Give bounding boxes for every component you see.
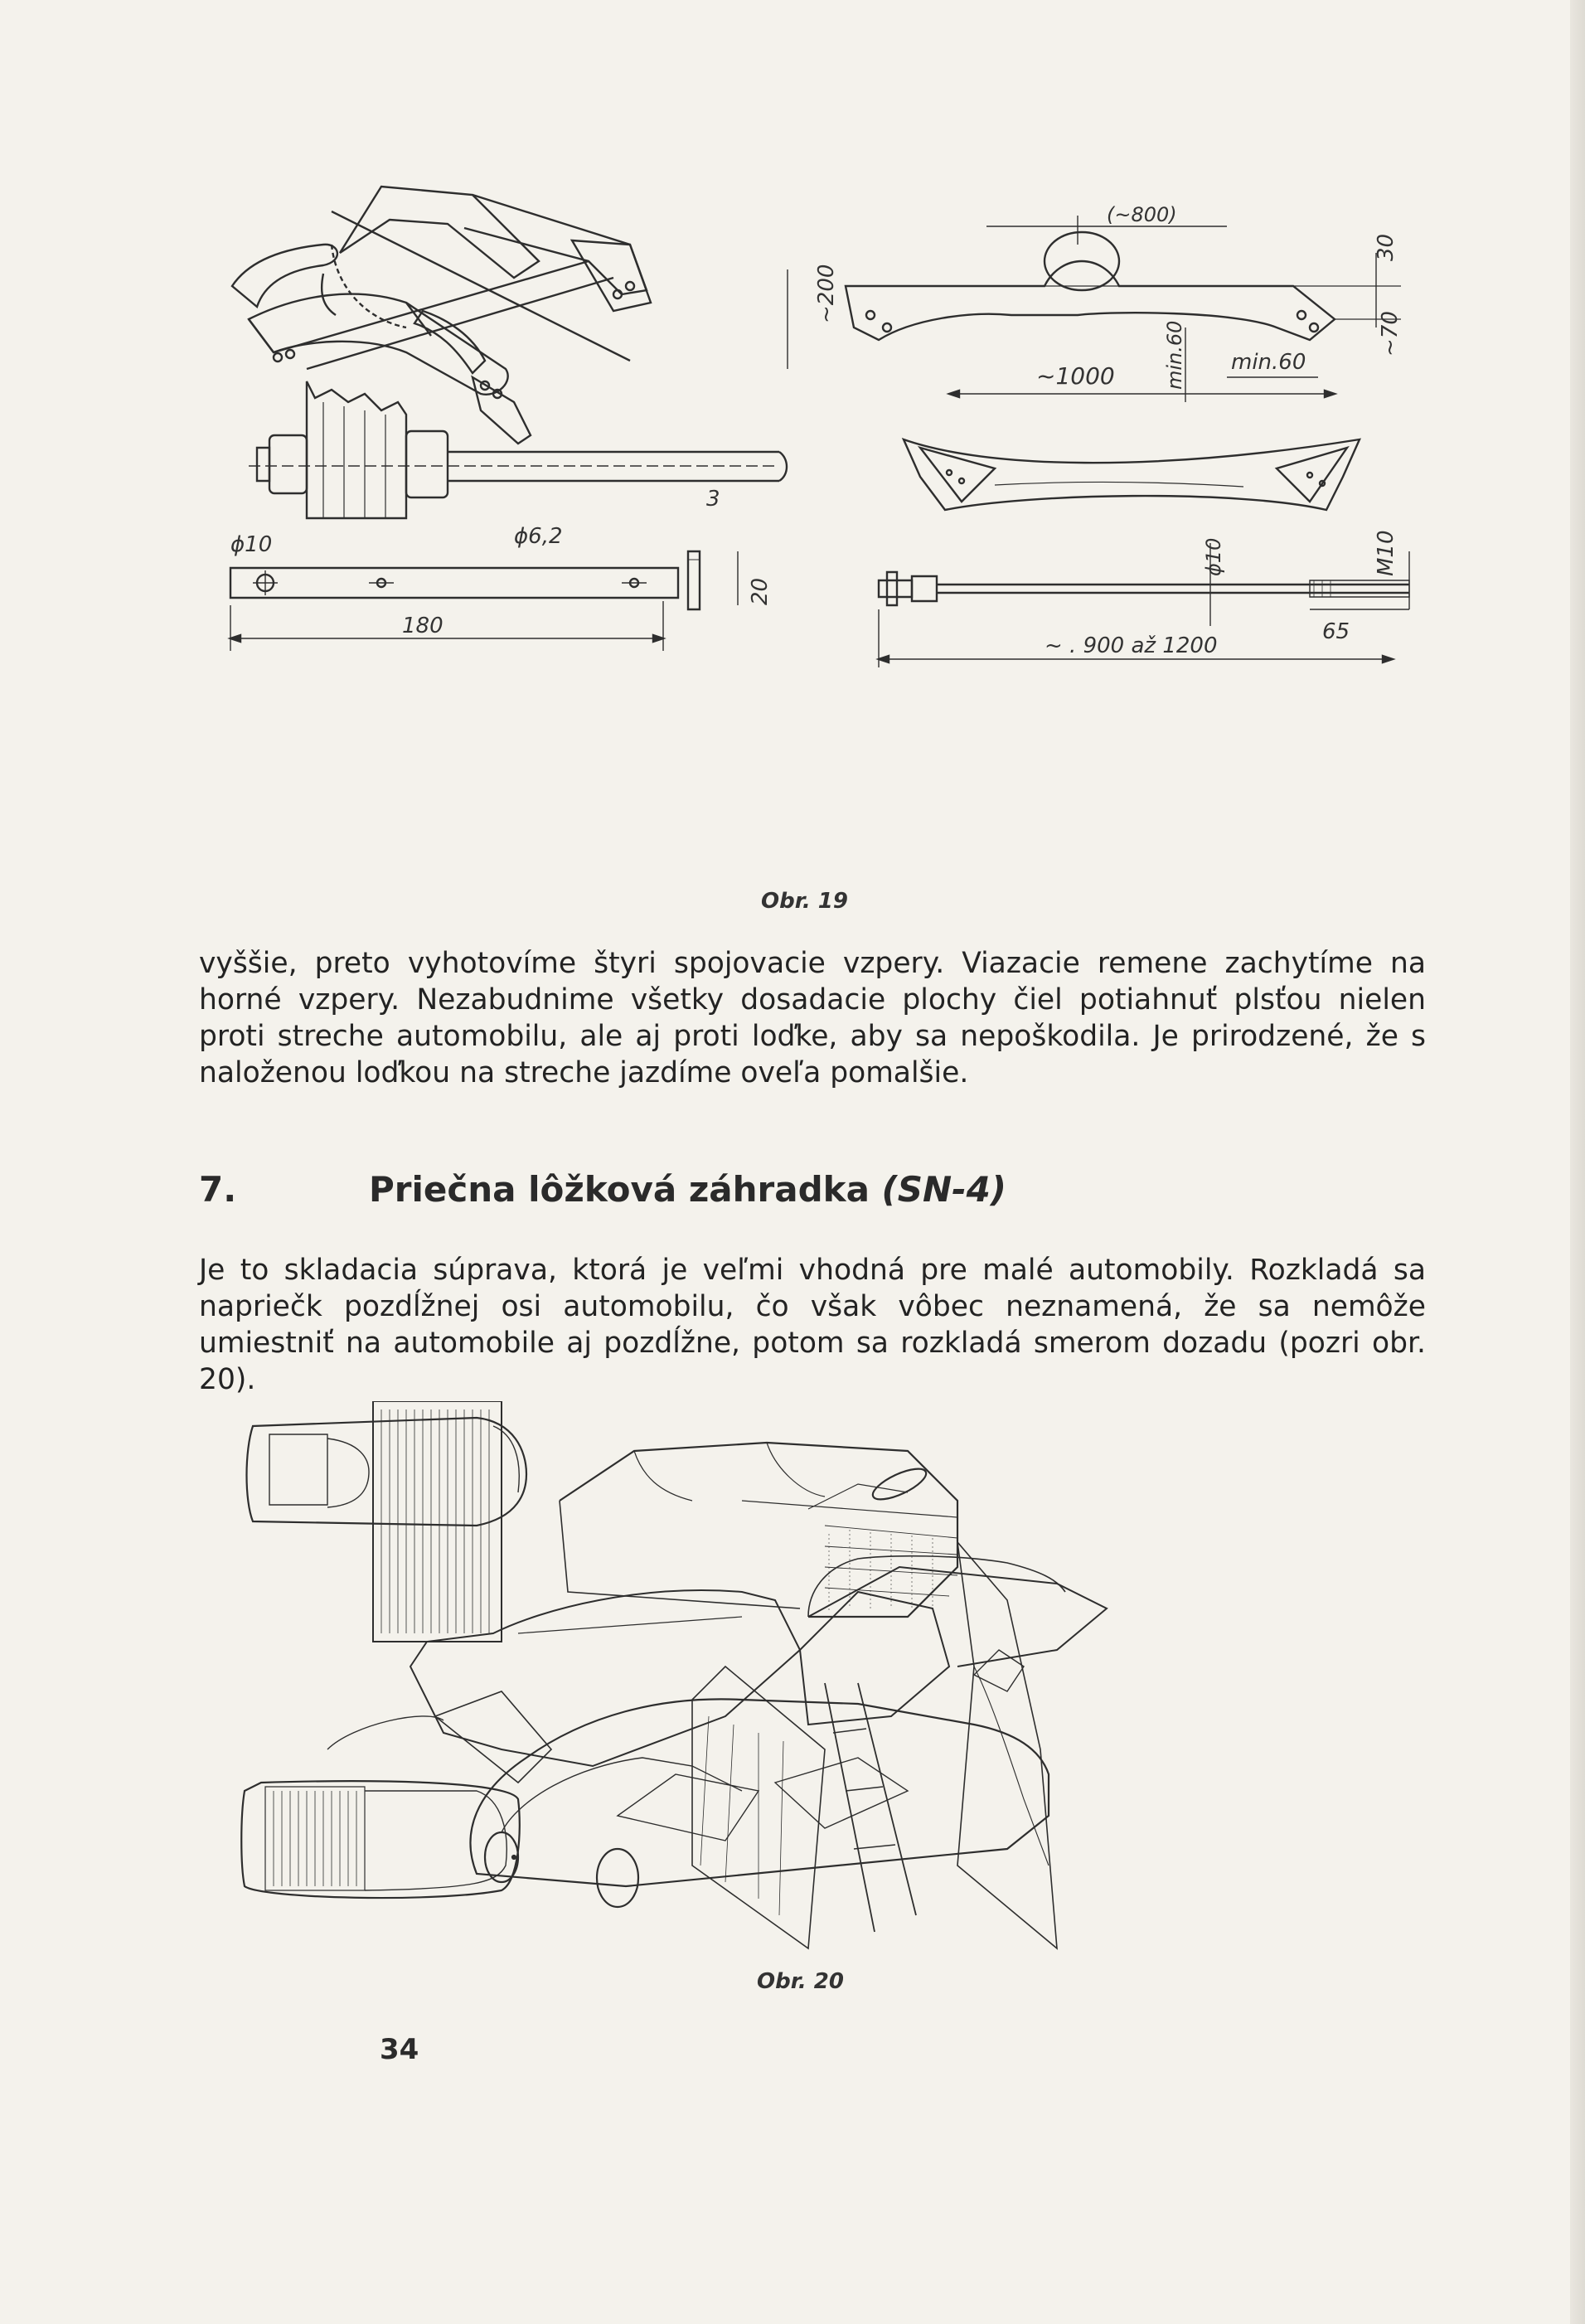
dim-20: 20 — [748, 577, 773, 605]
section-number: 7. — [199, 1169, 237, 1210]
page-number: 34 — [380, 2033, 419, 2066]
paragraph-1: vyššie, preto vyhotovíme štyri spojovacie vzpery. Viazacie remene zachytíme na horné vzpery. Nezabudnime všetky dosadacie plochy čiel potiahnuť plsťou nielen proti streche automobilu, ale aj proti loďke, aby sa nepoškodila. Je prirodzené, že s naloženou loďkou na streche jazdíme oveľa pomalšie. — [199, 947, 1426, 1089]
dim-phi-10-b: ϕ10 — [1202, 537, 1225, 576]
dim-900-1200: ~ . 900 až 1200 — [1045, 633, 1218, 658]
section-title: Priečna lôžková záhradka — [369, 1169, 882, 1210]
dim-approx-70: ~70 — [1378, 311, 1403, 357]
roof-rack-perspective — [232, 187, 651, 444]
bracket-top-view — [904, 439, 1360, 510]
dim-approx-200: ~200 — [814, 264, 839, 323]
dim-180: 180 — [402, 614, 444, 638]
page-edge — [1570, 0, 1585, 2324]
dim-3: 3 — [706, 487, 720, 512]
dim-65: 65 — [1322, 619, 1350, 644]
section-heading — [199, 1169, 1426, 1210]
car-with-rooftop-tent — [327, 1443, 1107, 1948]
flat-bar-drawing — [230, 551, 738, 651]
car-top-view-unfolded — [241, 1781, 520, 1898]
dim-30: 30 — [1374, 233, 1398, 261]
figure-20-caption: Obr. 20 — [757, 1969, 844, 1994]
figure-19-drawing — [199, 162, 1426, 891]
dim-approx-800: (~800) — [1107, 203, 1177, 226]
figure-20-drawing — [228, 1401, 1422, 1973]
dim-phi-10-a: ϕ10 — [230, 532, 273, 557]
car-top-view-folded — [247, 1401, 527, 1642]
paragraph-2: Je to skladacia súprava, ktorá je veľmi vhodná pre malé automobily. Rozkladá sa napriečk pozdĺžnej osi automobilu, čo však vôbec neznamená, že sa nemôže umiestniť na automobile aj pozdĺžne, potom sa rozkladá smerom dozadu (pozri obr. 20). — [199, 1254, 1426, 1396]
dim-approx-1000: ~1000 — [1036, 362, 1115, 390]
figure-19-caption: Obr. 19 — [761, 889, 848, 914]
dim-min-60-a: min.60 — [1163, 320, 1186, 390]
dim-min-60-b: min.60 — [1231, 350, 1306, 375]
dim-phi-6-2: ϕ6,2 — [514, 524, 563, 549]
section-code: (SN-4) — [881, 1169, 1006, 1210]
dim-m10: M10 — [1374, 530, 1398, 576]
